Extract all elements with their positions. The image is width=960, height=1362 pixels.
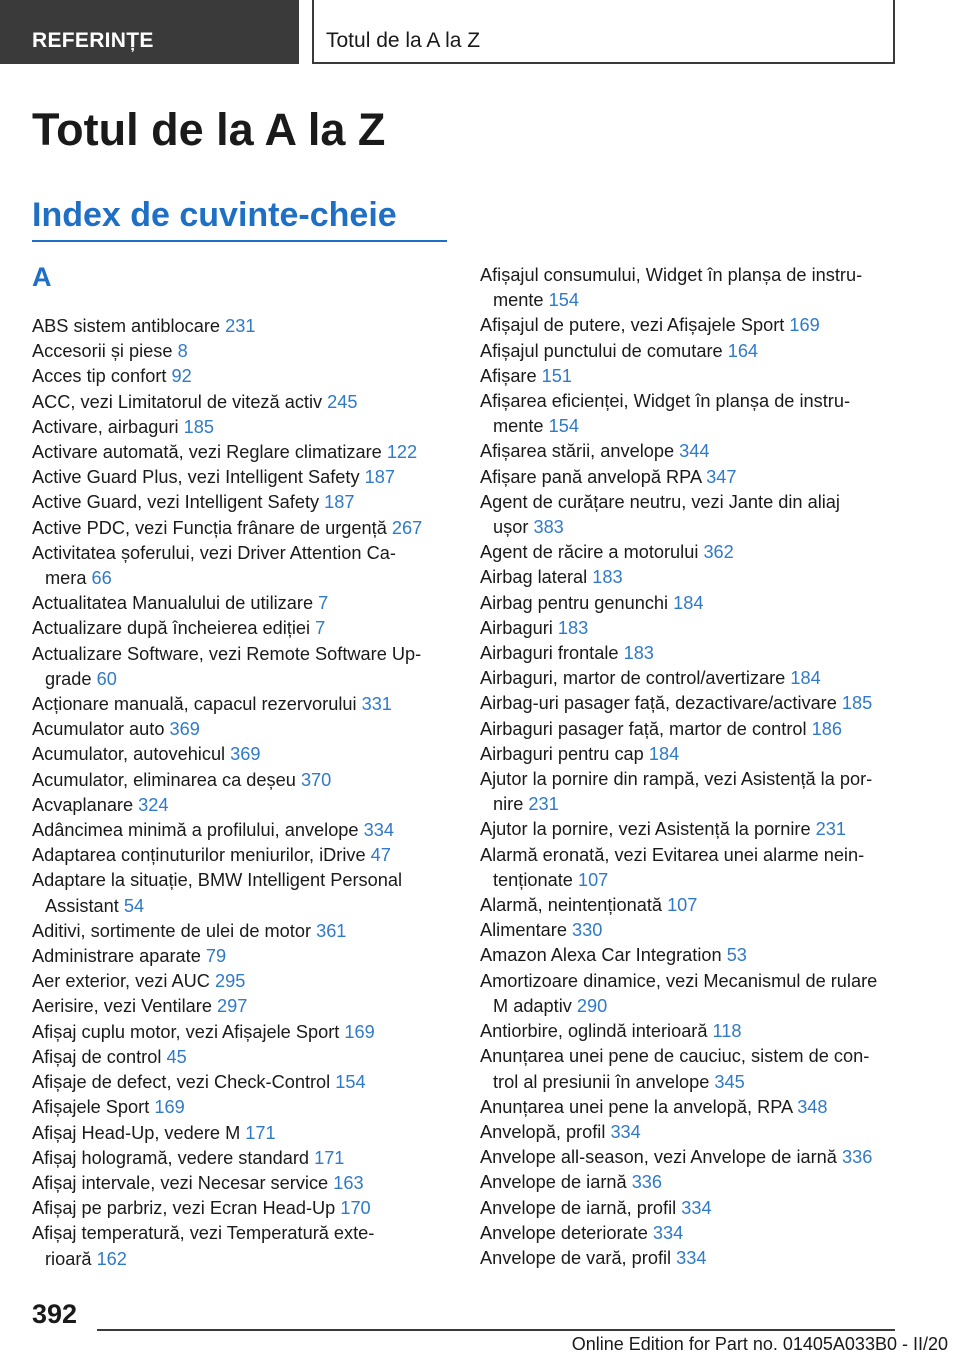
page-reference-link[interactable]: 122	[386, 442, 418, 463]
index-entry-term: Amortizoare dinamice, vezi Mecanismul de rulare	[480, 970, 878, 991]
index-entry	[32, 1070, 452, 1095]
index-entry	[32, 944, 452, 969]
page-reference-link[interactable]: 171	[314, 1147, 345, 1168]
index-entry	[480, 364, 900, 389]
index-entry	[480, 641, 900, 666]
page-reference-link[interactable]: 8	[177, 341, 188, 362]
index-entry	[32, 314, 452, 339]
page-reference-link[interactable]: 383	[533, 517, 564, 538]
index-heading: Index de cuvinte-cheie	[32, 196, 397, 234]
page-reference-link[interactable]: 107	[577, 869, 609, 890]
page-reference-link[interactable]: 334	[676, 1247, 707, 1268]
index-entry-term: Airbaguri pasager față, martor de control	[480, 718, 807, 739]
page-reference-link[interactable]: 162	[96, 1248, 127, 1269]
index-entry-term: Aerisire, vezi Ventilare	[32, 996, 212, 1017]
index-entry	[480, 490, 900, 540]
index-entry-term: Afișare	[480, 365, 537, 386]
index-entry	[480, 540, 900, 565]
index-entry-term: Airbaguri frontale	[480, 643, 619, 664]
index-entry-term: Actualitatea Manualului de utilizare	[32, 593, 314, 614]
index-entry	[480, 339, 900, 364]
index-entry	[480, 439, 900, 464]
footer-edition-text: Online Edition for Part no. 01405A033B0 - II/20	[571, 1334, 948, 1354]
page-reference-link[interactable]: 370	[300, 769, 332, 790]
index-entry-term: Aer exterior, vezi AUC	[32, 971, 210, 992]
page-reference-link[interactable]: 187	[324, 492, 355, 513]
index-entry-term: Antiorbire, oglindă interioară	[480, 1021, 708, 1042]
index-entry-term: Activare, airbaguri	[32, 416, 179, 437]
page-reference-link[interactable]: 295	[214, 971, 246, 992]
page-reference-link[interactable]: 231	[528, 794, 559, 815]
index-entry-term: Airbag pentru genunchi	[480, 592, 669, 613]
index-entry	[480, 691, 900, 716]
page-reference-link[interactable]: 245	[327, 391, 358, 412]
page-reference-link[interactable]: 53	[726, 945, 747, 966]
index-entry	[480, 843, 900, 893]
index-entry-term: Anunțarea unei pene la anvelopă, RPA	[480, 1096, 793, 1117]
index-entry-term: Anunțarea unei pene de cauciuc, sistem de con-	[480, 1046, 870, 1067]
index-entry-term: Anvelope deteriorate	[480, 1222, 648, 1243]
index-entry	[480, 1246, 900, 1271]
index-entry-term-continued: ușor	[493, 517, 529, 538]
index-entry-term-continued: M adaptiv	[493, 995, 572, 1016]
index-entry-term: Afișaj cuplu motor, vezi Afișajele Sport	[32, 1021, 340, 1042]
index-entry	[32, 1171, 452, 1196]
page-reference-link[interactable]: 47	[370, 845, 391, 866]
index-entry-term: Anvelopă, profil	[480, 1121, 606, 1142]
index-entry-term: Active Guard Plus, vezi Intelligent Safety	[32, 467, 360, 488]
index-entry	[480, 969, 900, 1019]
index-entry	[480, 943, 900, 968]
index-entry-term: Acces tip confort	[32, 366, 167, 387]
page-reference-link[interactable]: 54	[123, 895, 145, 916]
index-entry	[32, 843, 452, 868]
index-entry-term: Administrare aparate	[32, 946, 201, 967]
index-entry-term: Amazon Alexa Car Integration	[480, 945, 722, 966]
page-reference-link[interactable]: 334	[681, 1197, 712, 1218]
index-entry	[480, 817, 900, 842]
page-reference-link[interactable]: 185	[183, 416, 214, 437]
index-entry	[32, 541, 452, 591]
index-entry-term: Airbaguri	[480, 617, 553, 638]
index-entry-term: Anvelope all-season, vezi Anvelope de iarnă	[480, 1147, 837, 1168]
index-entry-term: Activitatea șoferului, vezi Driver Attention Ca-	[32, 542, 396, 563]
index-entry-term-continued: tenționate	[493, 869, 573, 890]
index-entry-term: Afișajul punctului de comutare	[480, 340, 723, 361]
index-entry-term: Acumulator, eliminarea ca deșeu	[32, 769, 296, 790]
page-reference-link[interactable]: 361	[316, 920, 347, 941]
index-entry	[32, 717, 452, 742]
page-reference-link[interactable]: 151	[541, 365, 573, 386]
index-entry	[480, 767, 900, 817]
header-chapter-label: Totul de la A la Z	[326, 29, 481, 52]
page-reference-link[interactable]: 336	[841, 1147, 873, 1168]
index-entry-term: Afișarea stării, anvelope	[480, 441, 675, 462]
index-entry-term: Airbag-uri pasager față, dezactivare/activare	[480, 693, 837, 714]
index-entry	[32, 692, 452, 717]
index-entry	[32, 868, 452, 918]
index-entry	[32, 818, 452, 843]
page-reference-link[interactable]: 290	[576, 995, 608, 1016]
index-entry	[32, 994, 452, 1019]
index-entry-term: ACC, vezi Limitatorul de viteză activ	[32, 391, 323, 412]
index-entry	[480, 1120, 900, 1145]
index-entry-term: ABS sistem antiblocare	[32, 316, 221, 336]
index-entry	[480, 465, 900, 490]
index-entry	[32, 1146, 452, 1171]
index-entry	[32, 1045, 452, 1070]
page-reference-link[interactable]: 154	[548, 416, 579, 437]
page-reference-link[interactable]: 184	[673, 592, 704, 613]
index-entry-term: Adâncimea minimă a profilului, anvelope	[32, 820, 359, 841]
index-entry-term: Ajutor la pornire, vezi Asistență la pornire	[480, 819, 811, 840]
page-number: 392	[32, 1299, 78, 1329]
index-entry	[480, 591, 900, 616]
index-entry	[480, 918, 900, 943]
page-reference-link[interactable]: 118	[712, 1021, 742, 1042]
index-entry	[480, 666, 900, 691]
index-entry-term: Ajutor la pornire din rampă, vezi Asistență la por-	[480, 769, 873, 790]
page-reference-link[interactable]: 231	[225, 316, 256, 336]
index-entry	[32, 768, 452, 793]
index-entry-term: Adaptarea conținuturilor meniurilor, iDrive	[32, 845, 366, 866]
page-reference-link[interactable]: 347	[706, 466, 737, 487]
index-entry-term-continued: Assistant	[45, 895, 119, 916]
page-reference-link[interactable]: 324	[138, 794, 169, 815]
index-entry-term: Anvelope de iarnă, profil	[480, 1197, 677, 1218]
index-entry	[32, 390, 452, 415]
index-entry-term: Alimentare	[480, 920, 567, 941]
index-entry-term: Afișarea eficienței, Widget în planșa de instru-	[480, 391, 851, 412]
page-reference-link[interactable]: 7	[318, 593, 329, 614]
page-reference-link[interactable]: 231	[815, 819, 846, 840]
page-reference-link[interactable]: 107	[667, 895, 698, 916]
index-entry	[32, 919, 452, 944]
index-entry	[32, 1020, 452, 1045]
index-entry-term: Acționare manuală, capacul rezervorului	[32, 694, 357, 715]
index-entry	[480, 717, 900, 742]
index-entry	[32, 440, 452, 465]
page-reference-link[interactable]: 334	[652, 1222, 684, 1243]
index-entry	[32, 465, 452, 490]
index-entry	[480, 1196, 900, 1221]
index-entry	[32, 1221, 452, 1271]
page-reference-link[interactable]: 66	[91, 568, 112, 589]
index-entry-term-continued: nire	[493, 794, 524, 815]
index-entry	[480, 313, 900, 338]
page-reference-link[interactable]: 45	[166, 1046, 187, 1067]
page-reference-link[interactable]: 369	[230, 744, 261, 765]
page-title: Totul de la A la Z	[32, 104, 386, 155]
index-entry-term-continued: mera	[45, 568, 87, 589]
index-entry-term: Active PDC, vezi Funcția frânare de urgență	[32, 517, 387, 538]
index-entry	[32, 516, 452, 541]
index-entry	[480, 1170, 900, 1195]
page-reference-link[interactable]: 184	[790, 668, 821, 689]
index-entry	[32, 339, 452, 364]
index-entry	[480, 893, 900, 918]
index-entry	[480, 565, 900, 590]
page-reference-link[interactable]: 169	[154, 1097, 185, 1118]
footer-divider	[97, 1329, 895, 1331]
index-entry	[480, 1095, 900, 1120]
index-entry-term: Afișaje de defect, vezi Check-Control	[32, 1072, 331, 1093]
index-entry	[32, 591, 452, 616]
index-entry-term: Afișajul consumului, Widget în planșa de instru-	[480, 265, 863, 285]
page-reference-link[interactable]: 154	[335, 1072, 366, 1093]
index-entry	[480, 1044, 900, 1094]
index-entry-term: Acvaplanare	[32, 794, 134, 815]
index-entry	[480, 1145, 900, 1170]
index-entry-term: Afișaj de control	[32, 1046, 162, 1067]
index-entry-term: Afișaj hologramă, vedere standard	[32, 1147, 310, 1168]
page-reference-link[interactable]: 334	[363, 820, 394, 841]
page-reference-link[interactable]: 79	[205, 946, 227, 967]
index-entry-term: Aditivi, sortimente de ulei de motor	[32, 920, 312, 941]
index-entry-term: Actualizare după încheierea ediției	[32, 618, 311, 639]
index-entry-term: Actualizare Software, vezi Remote Software Up-	[32, 643, 422, 664]
index-entry-term: Afișajele Sport	[32, 1097, 150, 1118]
page-reference-link[interactable]: 267	[391, 517, 423, 538]
header-chapter-tab	[312, 0, 895, 64]
header-section-label: REFERINȚE	[32, 29, 154, 52]
index-entry-term: Agent de răcire a motorului	[480, 542, 699, 563]
index-entry-term: Airbaguri pentru cap	[480, 743, 644, 764]
index-entry-term: Afișare pană anvelopă RPA	[480, 466, 702, 487]
page-reference-link[interactable]: 331	[361, 694, 392, 715]
index-entry-term: Adaptare la situație, BMW Intelligent Personal	[32, 870, 403, 891]
index-entry-term: Alarmă eronată, vezi Evitarea unei alarme nein-	[480, 844, 865, 865]
page-reference-link[interactable]: 169	[344, 1021, 375, 1042]
index-entry-term: Agent de curățare neutru, vezi Jante din aliaj	[480, 491, 840, 512]
index-entry	[32, 1095, 452, 1120]
page-reference-link[interactable]: 169	[789, 315, 820, 336]
index-entry	[480, 1221, 900, 1246]
page-reference-link[interactable]: 362	[703, 542, 734, 563]
index-entry-term: Anvelope de vară, profil	[480, 1247, 672, 1268]
index-entry-term: Acumulator, autovehicul	[32, 744, 226, 765]
index-entry	[480, 1019, 900, 1044]
index-entry	[480, 389, 900, 439]
index-entry-term: Active Guard, vezi Intelligent Safety	[32, 492, 320, 513]
page-reference-link[interactable]: 185	[841, 693, 873, 714]
index-entry-term: Accesorii și piese	[32, 341, 173, 362]
index-entry	[32, 415, 452, 440]
index-entry-term: Afișajul de putere, vezi Afișajele Sport	[480, 315, 785, 336]
index-entry	[32, 793, 452, 818]
page-reference-link[interactable]: 345	[714, 1071, 745, 1092]
page-reference-link[interactable]: 336	[631, 1172, 663, 1193]
index-column-right	[480, 263, 900, 1271]
index-entry-term: Airbaguri, martor de control/avertizare	[480, 668, 786, 689]
index-entry-term: Anvelope de iarnă	[480, 1172, 627, 1193]
index-entry-term: Alarmă, neintenționată	[480, 895, 662, 916]
page-reference-link[interactable]: 183	[557, 617, 589, 638]
page-reference-link[interactable]: 330	[572, 920, 603, 941]
index-entry-term: Afișaj temperatură, vezi Temperatură exte-	[32, 1223, 375, 1244]
index-entry	[480, 616, 900, 641]
page-reference-link[interactable]: 348	[797, 1096, 828, 1117]
page-reference-link[interactable]: 7	[315, 618, 326, 639]
index-entry-term-continued: grade	[45, 668, 92, 689]
page-reference-link[interactable]: 163	[333, 1172, 364, 1193]
index-entry	[32, 642, 452, 692]
index-entry-term: Afișaj Head-Up, vedere M	[32, 1122, 241, 1143]
index-entry	[32, 969, 452, 994]
index-entry	[480, 742, 900, 767]
index-entry-term-continued: rioară	[45, 1248, 92, 1269]
index-entry-term: Acumulator auto	[32, 719, 165, 740]
index-entry-term-continued: mente	[493, 416, 544, 437]
index-entry-term: Airbag lateral	[480, 567, 588, 588]
index-entry	[32, 1196, 452, 1221]
index-entry	[32, 490, 452, 515]
index-entry	[32, 616, 452, 641]
page-reference-link[interactable]: 154	[548, 290, 579, 311]
page-reference-link[interactable]: 183	[623, 643, 654, 664]
index-entry-term: Afișaj intervale, vezi Necesar service	[32, 1172, 329, 1193]
index-entry-term: Afișaj pe parbriz, vezi Ecran Head-Up	[32, 1198, 336, 1219]
index-entry-term-continued: mente	[493, 290, 544, 311]
page-reference-link[interactable]: 186	[811, 718, 842, 739]
page-reference-link[interactable]: 344	[679, 441, 710, 462]
index-entry	[32, 1121, 452, 1146]
index-entry-term-continued: trol al presiunii în anvelope	[493, 1071, 710, 1092]
page-reference-link[interactable]: 92	[171, 366, 192, 387]
index-entry	[32, 364, 452, 389]
heading-divider	[32, 240, 447, 242]
page-reference-link[interactable]: 187	[364, 467, 395, 488]
index-entry	[32, 742, 452, 767]
page-reference-link[interactable]: 183	[592, 567, 623, 588]
index-entry	[480, 263, 900, 313]
page-reference-link[interactable]: 334	[610, 1121, 641, 1142]
page-reference-link[interactable]: 297	[217, 996, 248, 1017]
page-reference-link[interactable]: 164	[727, 340, 759, 361]
page-reference-link[interactable]: 60	[96, 668, 117, 689]
index-letter: A	[32, 262, 52, 292]
page-reference-link[interactable]: 369	[169, 719, 200, 740]
index-column-left	[32, 314, 452, 1272]
header-section-tab	[0, 0, 299, 64]
page-reference-link[interactable]: 170	[340, 1198, 371, 1219]
page-reference-link[interactable]: 184	[648, 743, 680, 764]
index-entry-term: Activare automată, vezi Reglare climatizare	[32, 442, 382, 463]
page-reference-link[interactable]: 171	[245, 1122, 276, 1143]
